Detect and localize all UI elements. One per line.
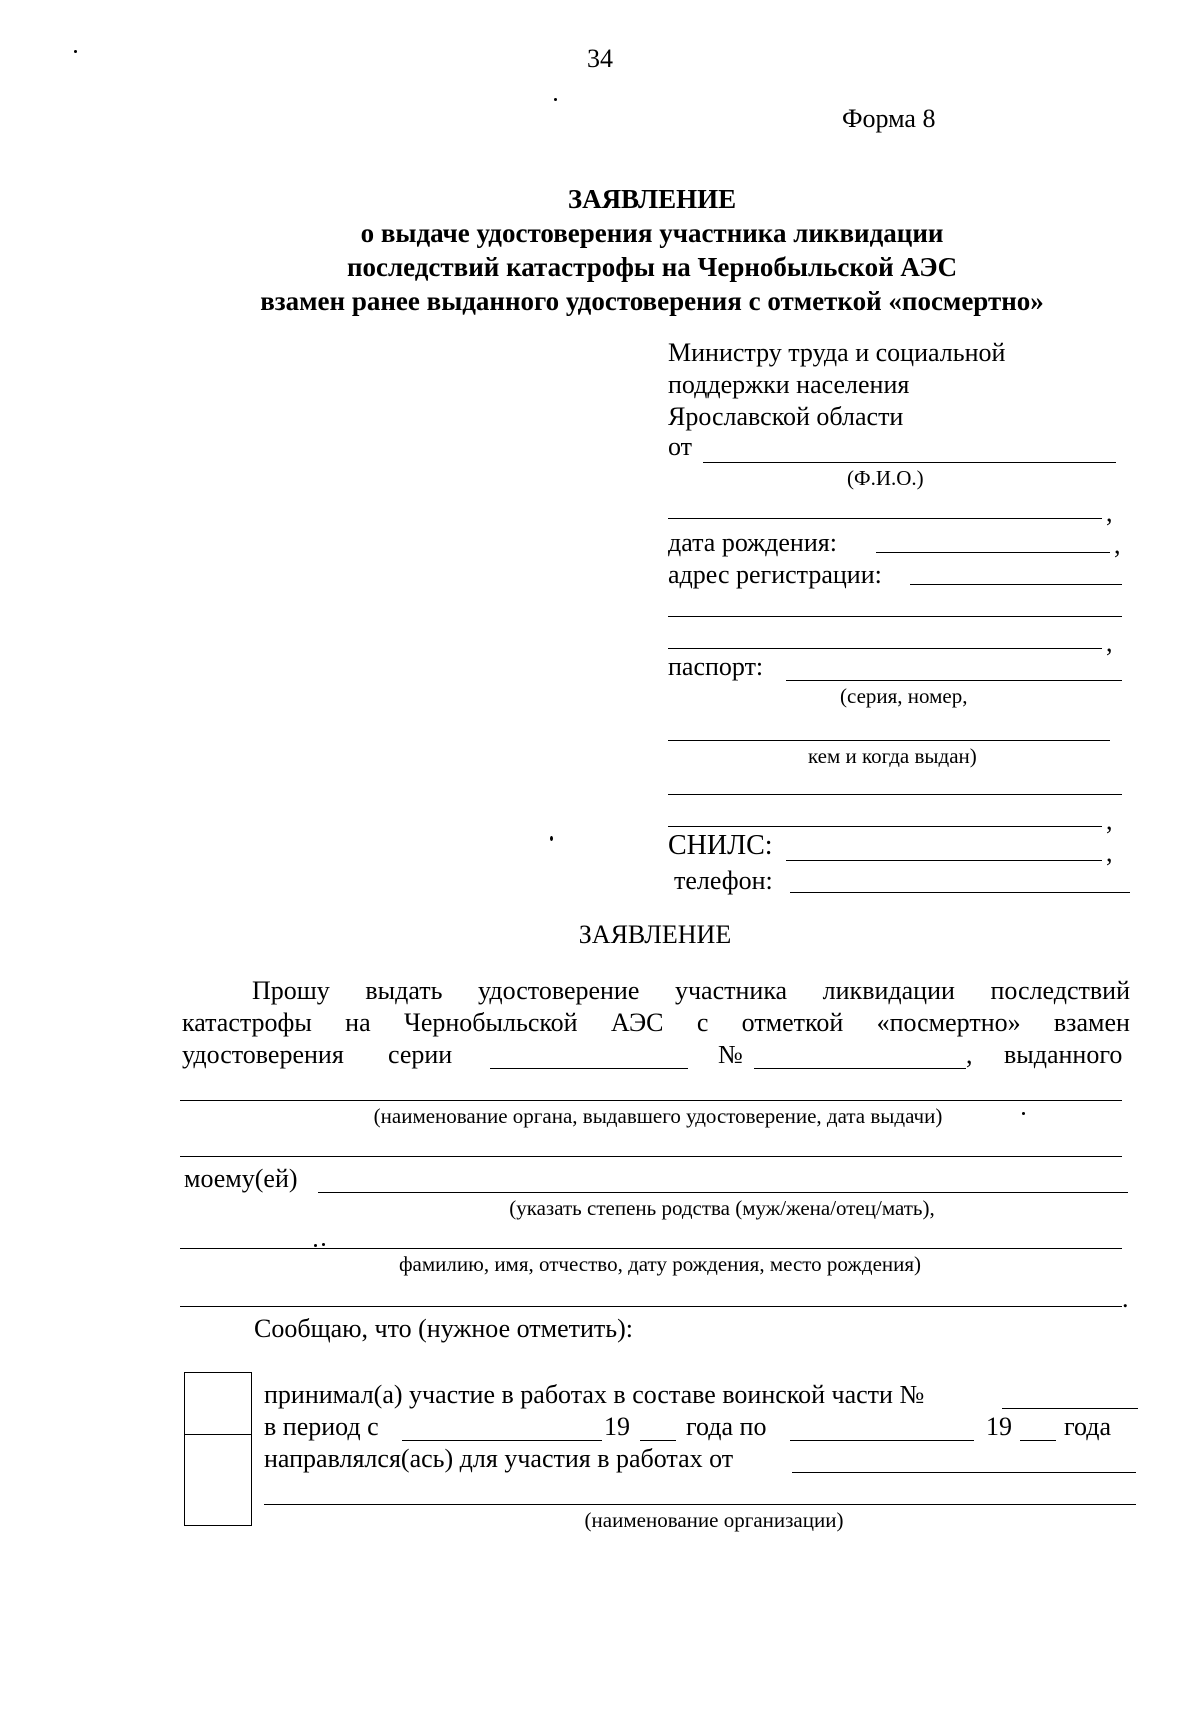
- word: катастрофы: [182, 1008, 312, 1037]
- snils-field[interactable]: [786, 860, 1102, 861]
- passport-field-line-3[interactable]: [668, 794, 1122, 795]
- goda: года: [1064, 1412, 1112, 1441]
- option-2-checkbox[interactable]: [184, 1434, 252, 1526]
- certificate-number-field[interactable]: [754, 1068, 966, 1069]
- issuer-hint: (наименование органа, выдавшего удостоверение, дата выдачи): [373, 1104, 943, 1128]
- comma: ,: [1106, 498, 1113, 527]
- series-label: серии: [388, 1040, 453, 1069]
- issuer-field-line-2[interactable]: [180, 1156, 1122, 1157]
- certificate-label: удостоверения: [182, 1040, 344, 1069]
- goda-po: года по: [686, 1412, 767, 1441]
- from-label: от: [668, 432, 693, 461]
- scan-speck: [322, 1243, 325, 1246]
- issuer-field[interactable]: [180, 1100, 1122, 1101]
- birth-date-label: дата рождения:: [668, 528, 837, 557]
- addressee-line-2: поддержки населения: [668, 370, 910, 399]
- passport-hint-1: (серия, номер,: [840, 684, 968, 708]
- year-start-field[interactable]: [640, 1440, 676, 1441]
- body-heading: ЗАЯВЛЕНИЕ: [578, 920, 732, 949]
- word: ликвидации: [822, 976, 955, 1005]
- title-line-1: о выдаче удостоверения участника ликвидации: [360, 218, 944, 248]
- word: удостоверение: [478, 976, 640, 1005]
- comma: ,: [1106, 628, 1113, 657]
- passport-field-line-2[interactable]: [668, 740, 1110, 741]
- comma: ,: [1106, 838, 1113, 867]
- organization-field-line-2[interactable]: [264, 1504, 1136, 1505]
- word: Прошу: [252, 976, 330, 1005]
- period-prefix: в период с: [264, 1412, 379, 1441]
- passport-field-line-4[interactable]: [668, 826, 1102, 827]
- word: последствий: [990, 976, 1130, 1005]
- option-2-text: направлялся(ась) для участия в работах от: [264, 1444, 734, 1473]
- fio-hint: (Ф.И.О.): [847, 466, 924, 490]
- phone-label: телефон:: [674, 866, 773, 895]
- addressee-line-3: Ярославской области: [668, 402, 904, 431]
- scan-speck: [550, 836, 553, 841]
- relative-label: моему(ей): [184, 1164, 298, 1193]
- birth-date-field[interactable]: [876, 552, 1110, 553]
- word: Чернобыльской: [403, 1008, 578, 1037]
- option-1-text: принимал(а) участие в работах в составе воинской части №: [264, 1380, 925, 1409]
- series-field[interactable]: [490, 1068, 688, 1069]
- year-end-field[interactable]: [1020, 1440, 1056, 1441]
- passport-hint-2: кем и когда выдан): [808, 744, 977, 768]
- page-number: 34: [587, 44, 613, 73]
- number-label: №: [718, 1040, 743, 1069]
- word: выдать: [365, 976, 443, 1005]
- organization-field[interactable]: [792, 1472, 1136, 1473]
- addressee-line-1: Министру труда и социальной: [668, 338, 1006, 367]
- issued-label: выданного: [1004, 1040, 1123, 1069]
- fio-continuation-field[interactable]: [668, 518, 1102, 519]
- fio-field[interactable]: [703, 462, 1116, 463]
- address-field[interactable]: [910, 584, 1122, 585]
- scan-speck: [1022, 1112, 1025, 1115]
- document-title: ЗАЯВЛЕНИЕ: [567, 184, 737, 214]
- title-line-2: последствий катастрофы на Чернобыльской АЭС: [346, 252, 958, 282]
- address-label: адрес регистрации:: [668, 560, 882, 589]
- organization-hint: (наименование организации): [584, 1508, 844, 1532]
- scan-speck: [554, 98, 557, 101]
- address-field-line-2[interactable]: [668, 616, 1122, 617]
- period-start-field[interactable]: [402, 1440, 602, 1441]
- period-end-field[interactable]: [790, 1440, 974, 1441]
- person-field-line-2[interactable]: [180, 1306, 1122, 1307]
- option-1-checkbox[interactable]: [184, 1372, 252, 1436]
- person-hint: фамилию, имя, отчество, дату рождения, место рождения): [398, 1252, 922, 1276]
- comma: ,: [1106, 806, 1113, 835]
- scan-speck: [74, 50, 77, 53]
- scan-speck: [314, 1244, 317, 1247]
- word: участника: [674, 976, 788, 1005]
- person-field[interactable]: [180, 1248, 1122, 1249]
- address-field-line-3[interactable]: [668, 648, 1102, 649]
- word: с: [696, 1008, 709, 1037]
- word: на: [345, 1008, 371, 1037]
- word: взамен: [1053, 1008, 1130, 1037]
- period-end: .: [1122, 1284, 1129, 1313]
- form-label: Форма 8: [842, 104, 936, 133]
- paragraph-line-2: [182, 1008, 1130, 1038]
- phone-field[interactable]: [790, 892, 1130, 893]
- passport-field[interactable]: [786, 680, 1122, 681]
- paragraph-line-1: [252, 976, 1130, 1006]
- year-prefix-start: 19: [604, 1412, 630, 1441]
- military-unit-field[interactable]: [1002, 1408, 1138, 1409]
- word: АЭС: [610, 1008, 664, 1037]
- title-line-3: взамен ранее выданного удостоверения с отметкой «посмертно»: [260, 286, 1044, 316]
- relation-field[interactable]: [318, 1192, 1128, 1193]
- comma: ,: [966, 1040, 973, 1069]
- notify-text: Сообщаю, что (нужное отметить):: [254, 1314, 634, 1343]
- comma: ,: [1114, 530, 1121, 559]
- word: «посмертно»: [876, 1008, 1021, 1037]
- year-prefix-end: 19: [986, 1412, 1012, 1441]
- passport-label: паспорт:: [668, 652, 764, 681]
- word: отметкой: [741, 1008, 844, 1037]
- snils-label: СНИЛС:: [668, 830, 773, 861]
- relation-hint: (указать степень родства (муж/жена/отец/мать),: [509, 1196, 935, 1220]
